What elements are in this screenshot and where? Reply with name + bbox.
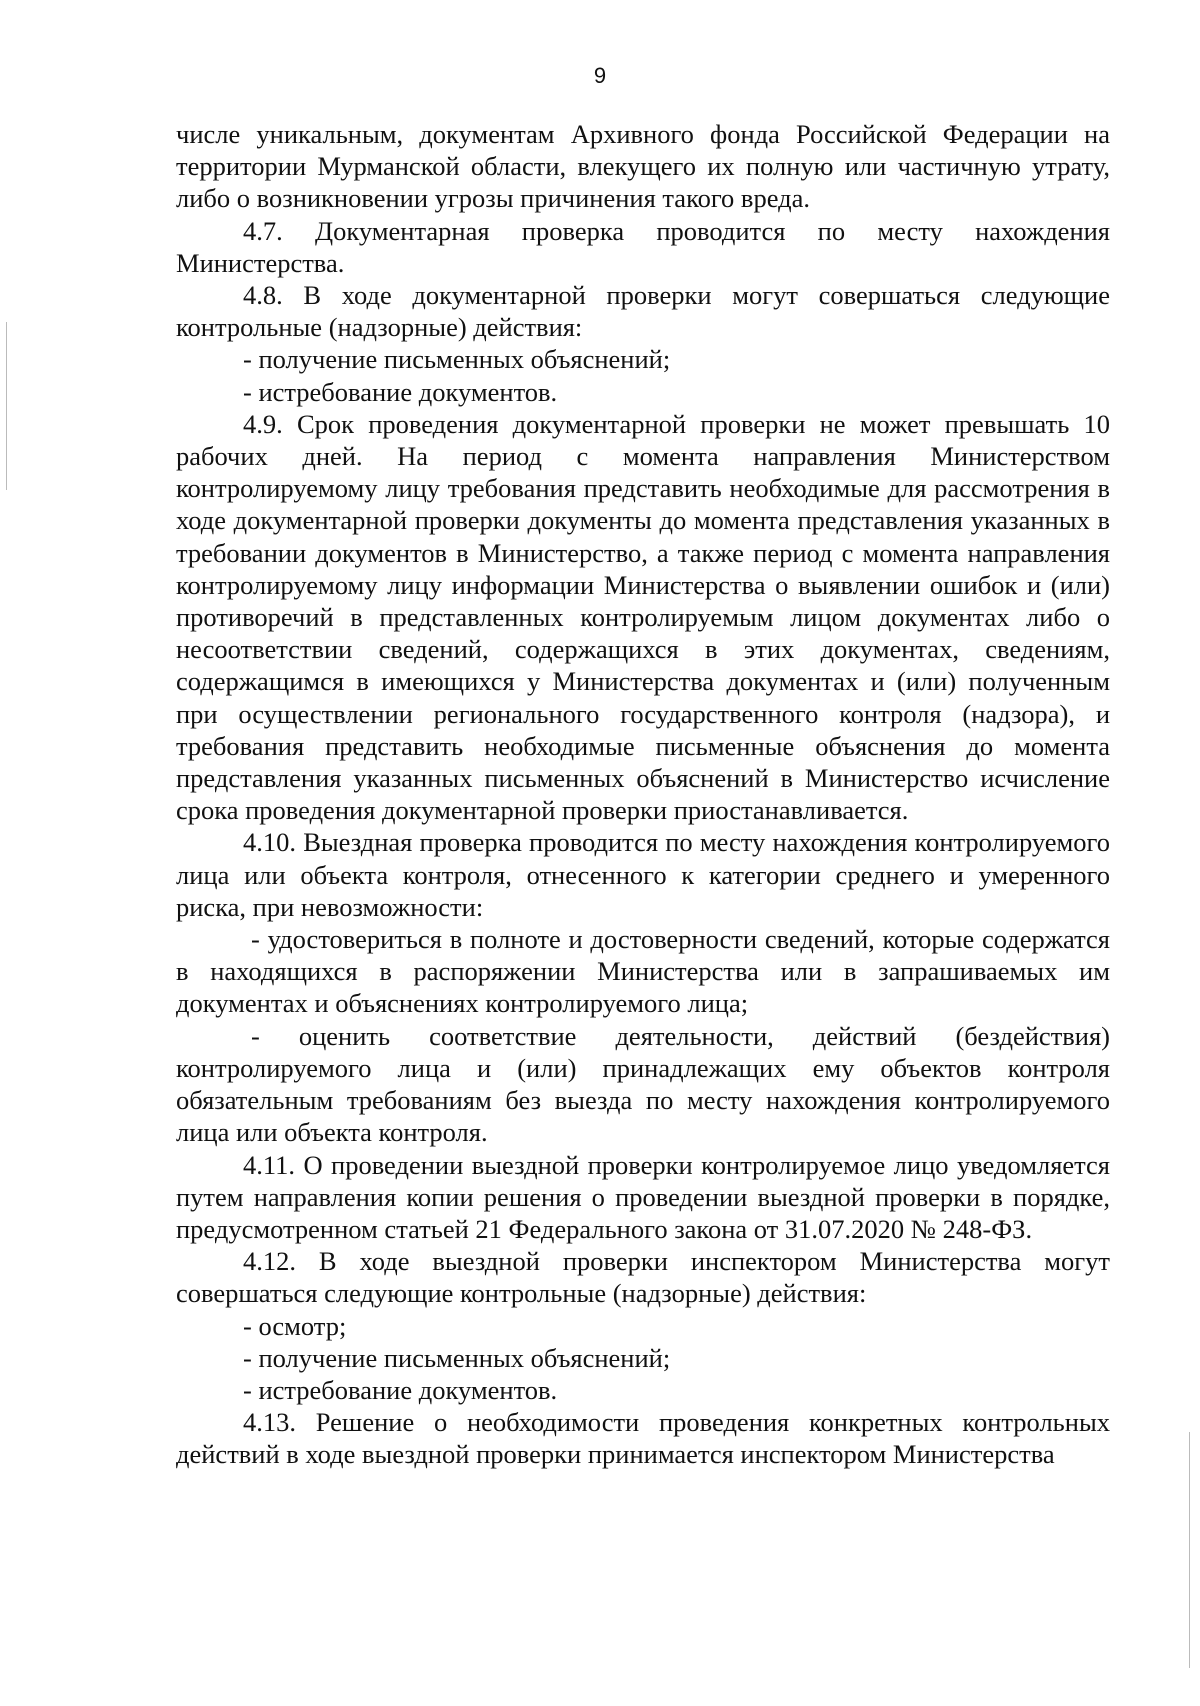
document-body	[176, 118, 1110, 1471]
paragraph-4-11: 4.11. О проведении выездной проверки контролируемое лицо уведомляется путем направления копии решения о проведении выездной проверки в порядке, предусмотренном статьей 21 Федерального закона от 31.07.2020 № 248-ФЗ.	[176, 1149, 1110, 1244]
paragraph-4-8: 4.8. В ходе документарной проверки могут совершаться следующие контрольные (надзорные) действия:	[176, 280, 1110, 343]
paragraph-4-13: 4.13. Решение о необходимости проведения конкретных контрольных действий в ходе выездной проверки принимается инспектором Министерства	[176, 1407, 1110, 1470]
page-number: 9	[593, 63, 607, 88]
paragraph-4-7: 4.7. Документарная проверка проводится по месту нахождения Министерства.	[176, 215, 1110, 278]
scan-edge-mark	[1189, 1432, 1190, 1668]
list-item: - получение письменных объяснений;	[243, 1342, 671, 1373]
list-item: - осмотр;	[243, 1310, 347, 1341]
scan-edge-mark	[6, 322, 7, 490]
list-item: - истребование документов.	[243, 376, 558, 407]
paragraph-4-9: 4.9. Срок проведения документарной проверки не может превышать 10 рабочих дней. На период с момента направления Министерством контролируемому лицу требования представить необходимые для рассмотрения в ходе документарной проверки документы до момента представления указанных в требовании документов в Министерство, а также период с момента направления контролируемому лицу информации Министерства о выявлении ошибок и (или) противоречий в представленных контролируемым лицом документах либо о несоответствии сведений, содержащихся в этих документах, сведениям, содержащимся в имеющихся у Министерства документах и (или) полученным при осуществлении регионального государственного контроля (надзора), и требования представить необходимые письменные объяснения до момента представления указанных письменных объяснений в Министерство исчисление срока проведения документарной проверки приостанавливается.	[176, 408, 1110, 826]
list-item: - получение письменных объяснений;	[243, 344, 671, 375]
paragraph-continuation: числе уникальным, документам Архивного фонда Российской Федерации на территории Мурманской области, влекущего их полную или частичную утрату, либо о возникновении угрозы причинения такого вреда.	[176, 119, 1110, 214]
list-item: - удостовериться в полноте и достоверности сведений, которые содержатся в находящихся в распоряжении Министерства или в запрашиваемых им документах и объяснениях контролируемого лица;	[176, 924, 1110, 1019]
paragraph-4-10: 4.10. Выездная проверка проводится по месту нахождения контролируемого лица или объекта контроля, отнесенного к категории среднего и умеренного риска, при невозможности:	[176, 827, 1110, 922]
list-item: - оценить соответствие деятельности, действий (бездействия) контролируемого лица и (или) принадлежащих ему объектов контроля обязательным требованиям без выезда по месту нахождения контролируемого лица или объекта контроля.	[176, 1020, 1110, 1148]
paragraph-4-12: 4.12. В ходе выездной проверки инспектором Министерства могут совершаться следующие контрольные (надзорные) действия:	[176, 1246, 1110, 1309]
list-item: - истребование документов.	[243, 1374, 558, 1405]
